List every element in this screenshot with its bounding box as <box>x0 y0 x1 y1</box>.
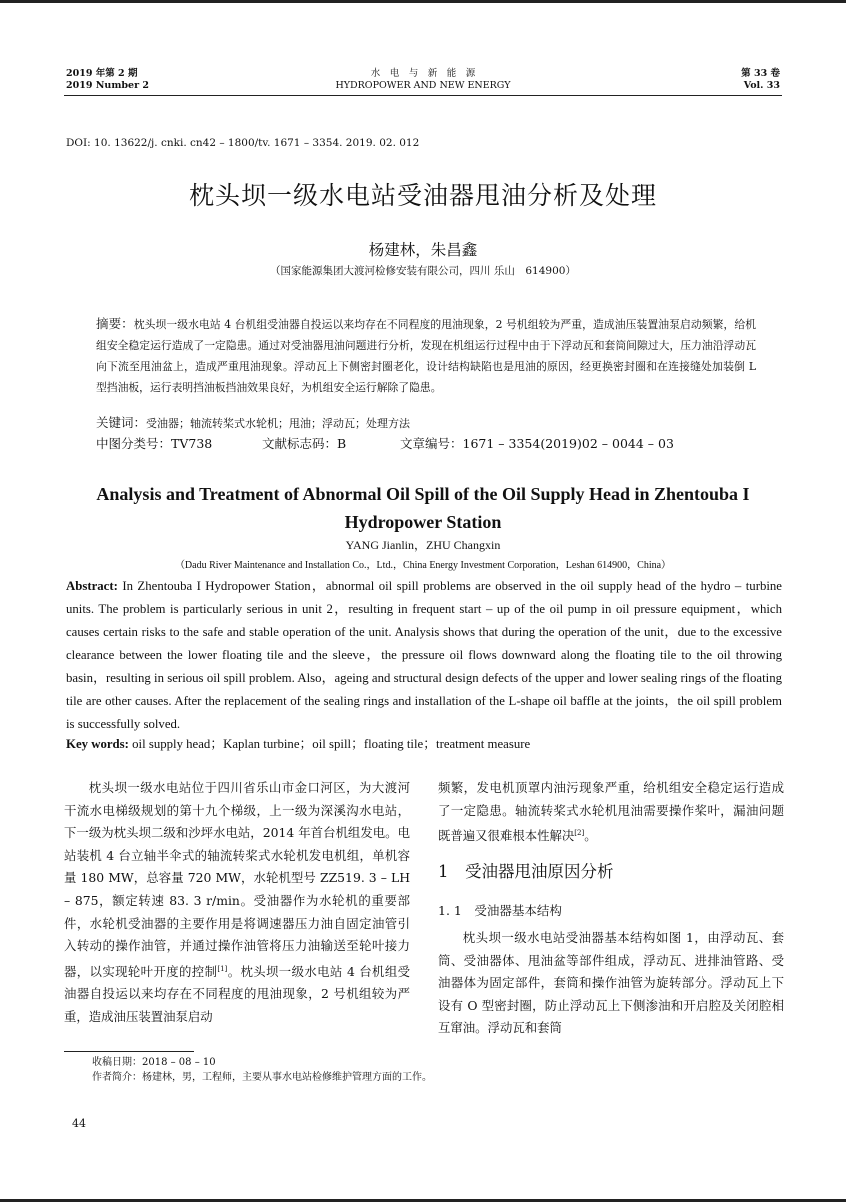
section-1-heading: 1 受油器甩油原因分析 <box>438 862 614 881</box>
footnote-author-bio: 作者简介：杨建林，男，工程师，主要从事水电站检修维护管理方面的工作。 <box>92 1072 432 1083</box>
section-1-1-heading: 1. 1 受油器基本结构 <box>438 903 562 918</box>
abstract-cn-label: 摘要： <box>96 316 134 331</box>
keywords-en-label: Key words: <box>66 737 129 751</box>
document-code: 文献标志码：B <box>262 436 347 451</box>
affiliation-en: （Dadu River Maintenance and Installation Co.，Ltd.，China Energy Investment Corporation，Leshan 614900，China） <box>174 560 672 571</box>
article-number: 文章编号：1671 – 3354(2019)02 – 0044 – 03 <box>400 436 674 451</box>
journal-name-header <box>300 68 546 92</box>
intro-text-cont: 。枕头坝一级水电站 4 台机组受油器自投运以来均存在不同程度的甩油现象，2 号机组较为严重，造成油压装置油泵启动 <box>64 963 410 1025</box>
citation-1[interactable]: [1] <box>217 964 228 973</box>
abstract-en-label: Abstract: <box>66 579 118 593</box>
keywords-cn <box>96 413 756 434</box>
section-1-1-paragraph: 枕头坝一级水电站受油器基本结构如图 1，由浮动瓦、套筒、受油器体、甩油盆等部件组成，浮动瓦、进排油管路、受油器体为固定部件，套筒和操作油管为旋转部分。浮动瓦上下设有 O 型密封圈，防止浮动瓦上下侧渗油和开启腔及关闭腔相互窜油。浮动瓦和套筒 <box>438 930 784 1036</box>
journal-issue-header <box>66 68 149 92</box>
doi: DOI: 10. 13622/j. cnki. cn42 – 1800/tv. 1671 – 3354. 2019. 02. 012 <box>66 137 420 149</box>
authors-cn: 杨建林，朱昌鑫 <box>368 241 478 259</box>
intro-paragraph-cont <box>438 777 784 848</box>
section-1-1-body <box>438 927 784 1040</box>
journal-name-en: HYDROPOWER AND NEW ENERGY <box>335 80 511 91</box>
keywords-en <box>66 733 782 752</box>
clc-number: 中图分类号：TV738 <box>96 436 213 451</box>
footnote-received: 收稿日期：2018 – 08 – 10 <box>92 1057 216 1068</box>
volume-cn: 第 33 卷 <box>741 68 780 79</box>
body-right-column <box>438 777 784 848</box>
abstract-cn-text: 枕头坝一级水电站 4 台机组受油器自投运以来均存在不同程度的甩油现象，2 号机组较为严重，造成油压装置油泵启动频繁，给机组安全稳定运行造成了一定隐患。通过对受油器甩油问题进行分析，发现在机组运行过程中由于下浮动瓦和套筒间隙过大，压力油沿浮动瓦向下流至甩油盆上，造成严重甩油现象。浮动瓦上下侧密封圈老化，设计结构缺陷也是甩油的原因，经更换密封圈和在连接缝处加装倒 L 型挡油板，运行表明挡油板挡油效果良好，为机组安全运行解除了隐患。 <box>96 318 756 394</box>
title-en: Analysis and Treatment of Abnormal Oil Spill of the Oil Supply Head in Zhentouba I Hydropower Station <box>96 484 750 532</box>
keywords-en-text: oil supply head；Kaplan turbine；oil spill；floating tile；treatment measure <box>132 737 531 751</box>
header-rule <box>64 95 782 96</box>
volume-en: Vol. 33 <box>743 80 780 91</box>
page-title: 枕头坝一级水电站受油器甩油分析及处理 <box>188 181 657 210</box>
issue-en: 2019 Number 2 <box>66 80 149 91</box>
abstract-cn <box>96 313 756 398</box>
page-number: 44 <box>72 1117 86 1130</box>
citation-2[interactable]: [2] <box>574 829 585 838</box>
keywords-cn-label: 关键词： <box>96 415 147 430</box>
authors-en: YANG Jianlin，ZHU Changxin <box>345 538 501 552</box>
top-border <box>0 0 846 3</box>
abstract-en-text: In Zhentouba I Hydropower Station，abnormal oil spill problems are observed in the oil supply head of the hydro – turbine units. The problem is particularly serious in unit 2，resulting in frequent start – up of the oil pump in oil pressure equipment，which causes certain risks to the safe and stable operation of the unit. Analysis shows that during the operation of the unit，due to the excessive clearance between the lower floating tile and the sleeve，the pressure oil flows downward along the floating tile to the oil throwing basin，resulting in serious oil spill problem. Also，ageing and structural design defects of the upper and lower sealing rings of the floating tile are other causes. After the replacement of the sealing rings and installation of the L-shape oil baffle at the joints，the oil spill problem is successfully solved. <box>66 579 782 731</box>
affiliation-cn: （国家能源集团大渡河检修安装有限公司，四川 乐山 614900） <box>270 265 576 277</box>
volume-header <box>741 68 780 92</box>
intro-paragraph <box>64 777 410 1029</box>
body-left-column <box>64 777 410 1029</box>
journal-name-cn: 水 电 与 新 能 源 <box>370 68 476 79</box>
keywords-cn-text: 受油器；轴流转桨式水轮机；甩油；浮动瓦；处理方法 <box>146 417 411 430</box>
classification-cn <box>96 434 776 454</box>
abstract-en <box>66 575 782 736</box>
footnote-rule <box>64 1051 194 1052</box>
intro-right-text: 频繁，发电机顶罩内油污现象严重，给机组安全稳定运行造成了一定隐患。轴流转桨式水轮机甩油需要操作桨叶，漏油问题既普遍又很难根本性解决 <box>438 780 784 844</box>
issue-cn: 2019 年第 2 期 <box>66 68 138 79</box>
intro-text: 枕头坝一级水电站位于四川省乐山市金口河区，为大渡河干流水电梯级规划的第十九个梯级，上一级为深溪沟水电站，下一级为枕头坝二级和沙坪水电站，2014 年首台机组发电。电站装机 4 台立轴半伞式的轴流转桨式水轮机发电机组，单机容量 180 MW，总容量 720 MW，水轮机型号 ZZ519. 3 – LH – 875，额定转速 83. 3 r/min。受油器作为水轮机的重要部件，水轮机受油器的主要作用是将调速器压力油自固定油管引入转动的操作油管，并通过操作油管将压力油输送至轮叶接力器，以实现轮叶开度的控制 <box>64 780 410 979</box>
intro-right-end: 。 <box>584 828 597 844</box>
